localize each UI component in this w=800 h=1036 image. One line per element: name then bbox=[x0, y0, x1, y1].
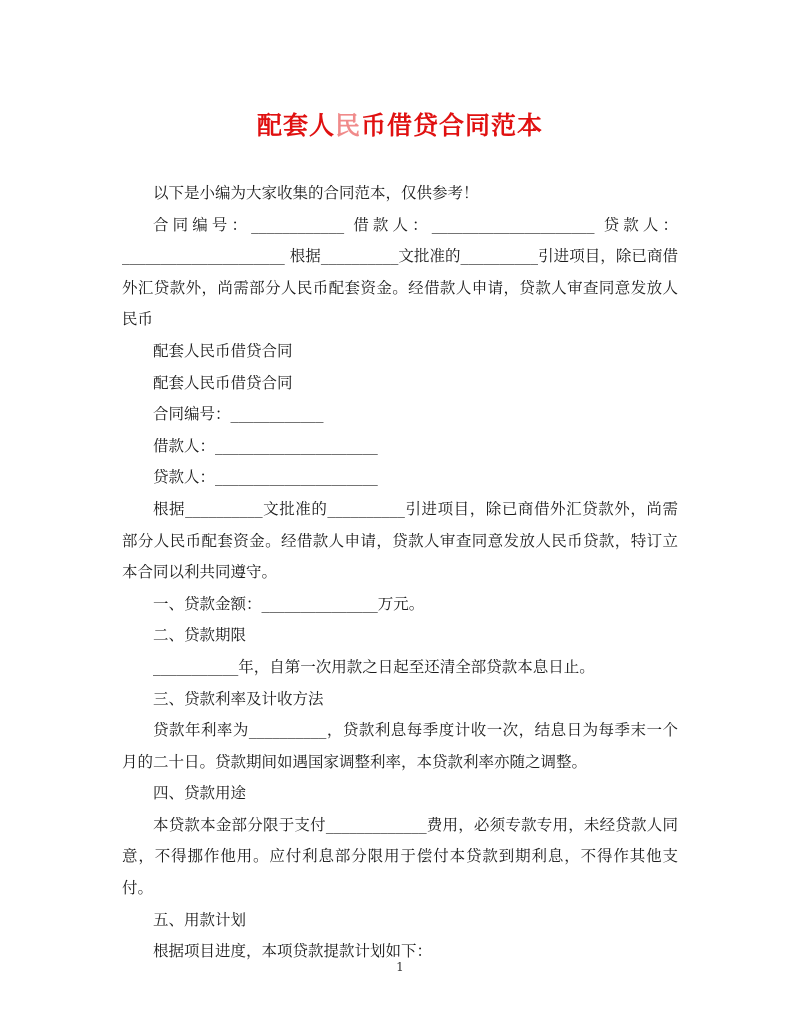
plan-paragraph: 根据项目进度，本项贷款提款计划如下： bbox=[153, 942, 433, 961]
section-loan-term-heading: 二、贷款期限 bbox=[153, 626, 247, 645]
basis-paragraph: 根据__________文批准的__________引进项目，除已商借外汇贷款外，尚需部分人民币配套资金。经借款人申请，贷款人审查同意发放人民币贷款，特订立本合同以利共同遵守。 bbox=[122, 499, 678, 582]
preamble-paragraph: 合同编号：____________ 借款人：_____________________ 贷款人：_____________________ 根据__________文批准的__________引进项目，除已商借外汇贷款外，尚需部分人民币配套资金。经借款人申请，贷款人审查同意发放人民币 bbox=[122, 215, 678, 329]
title-text-1: 配套人 bbox=[256, 111, 335, 140]
purpose-paragraph: 本贷款本金部分限于支付_____________费用，必须专款专用，未经贷款人同意，不得挪作他用。应付利息部分限用于偿付本贷款到期利息，不得作其他支付。 bbox=[122, 815, 678, 898]
title-text-2: 民 bbox=[334, 111, 361, 140]
interest-paragraph: 贷款年利率为__________，贷款利息每季度计收一次，结息日为每季末一个月的二十日。贷款期间如遇国家调整利率，本贷款利率亦随之调整。 bbox=[122, 721, 678, 771]
intro-paragraph: 以下是小编为大家收集的合同范本，仅供参考！ bbox=[153, 184, 479, 202]
contract-heading-repeat: 配套人民币借贷合同 bbox=[153, 373, 293, 392]
contract-number-line: 合同编号：____________ bbox=[153, 405, 324, 424]
section-loan-amount: 一、贷款金额：_______________万元。 bbox=[153, 594, 425, 613]
section-plan-heading: 五、用款计划 bbox=[153, 910, 247, 929]
lender-line: 贷款人：_____________________ bbox=[153, 468, 378, 487]
section-interest-heading: 三、贷款利率及计收方法 bbox=[153, 689, 324, 708]
title-text-3: 币借贷合同范本 bbox=[361, 111, 544, 140]
contract-heading: 配套人民币借贷合同 bbox=[153, 341, 293, 360]
loan-term-paragraph: ___________年，自第一次用款之日起至还清全部贷款本息日止。 bbox=[153, 657, 595, 676]
document-title bbox=[0, 106, 800, 142]
borrower-line: 借款人：_____________________ bbox=[153, 436, 378, 455]
page-number: 1 bbox=[396, 960, 404, 974]
document-body bbox=[122, 178, 678, 968]
section-purpose-heading: 四、贷款用途 bbox=[153, 784, 247, 803]
